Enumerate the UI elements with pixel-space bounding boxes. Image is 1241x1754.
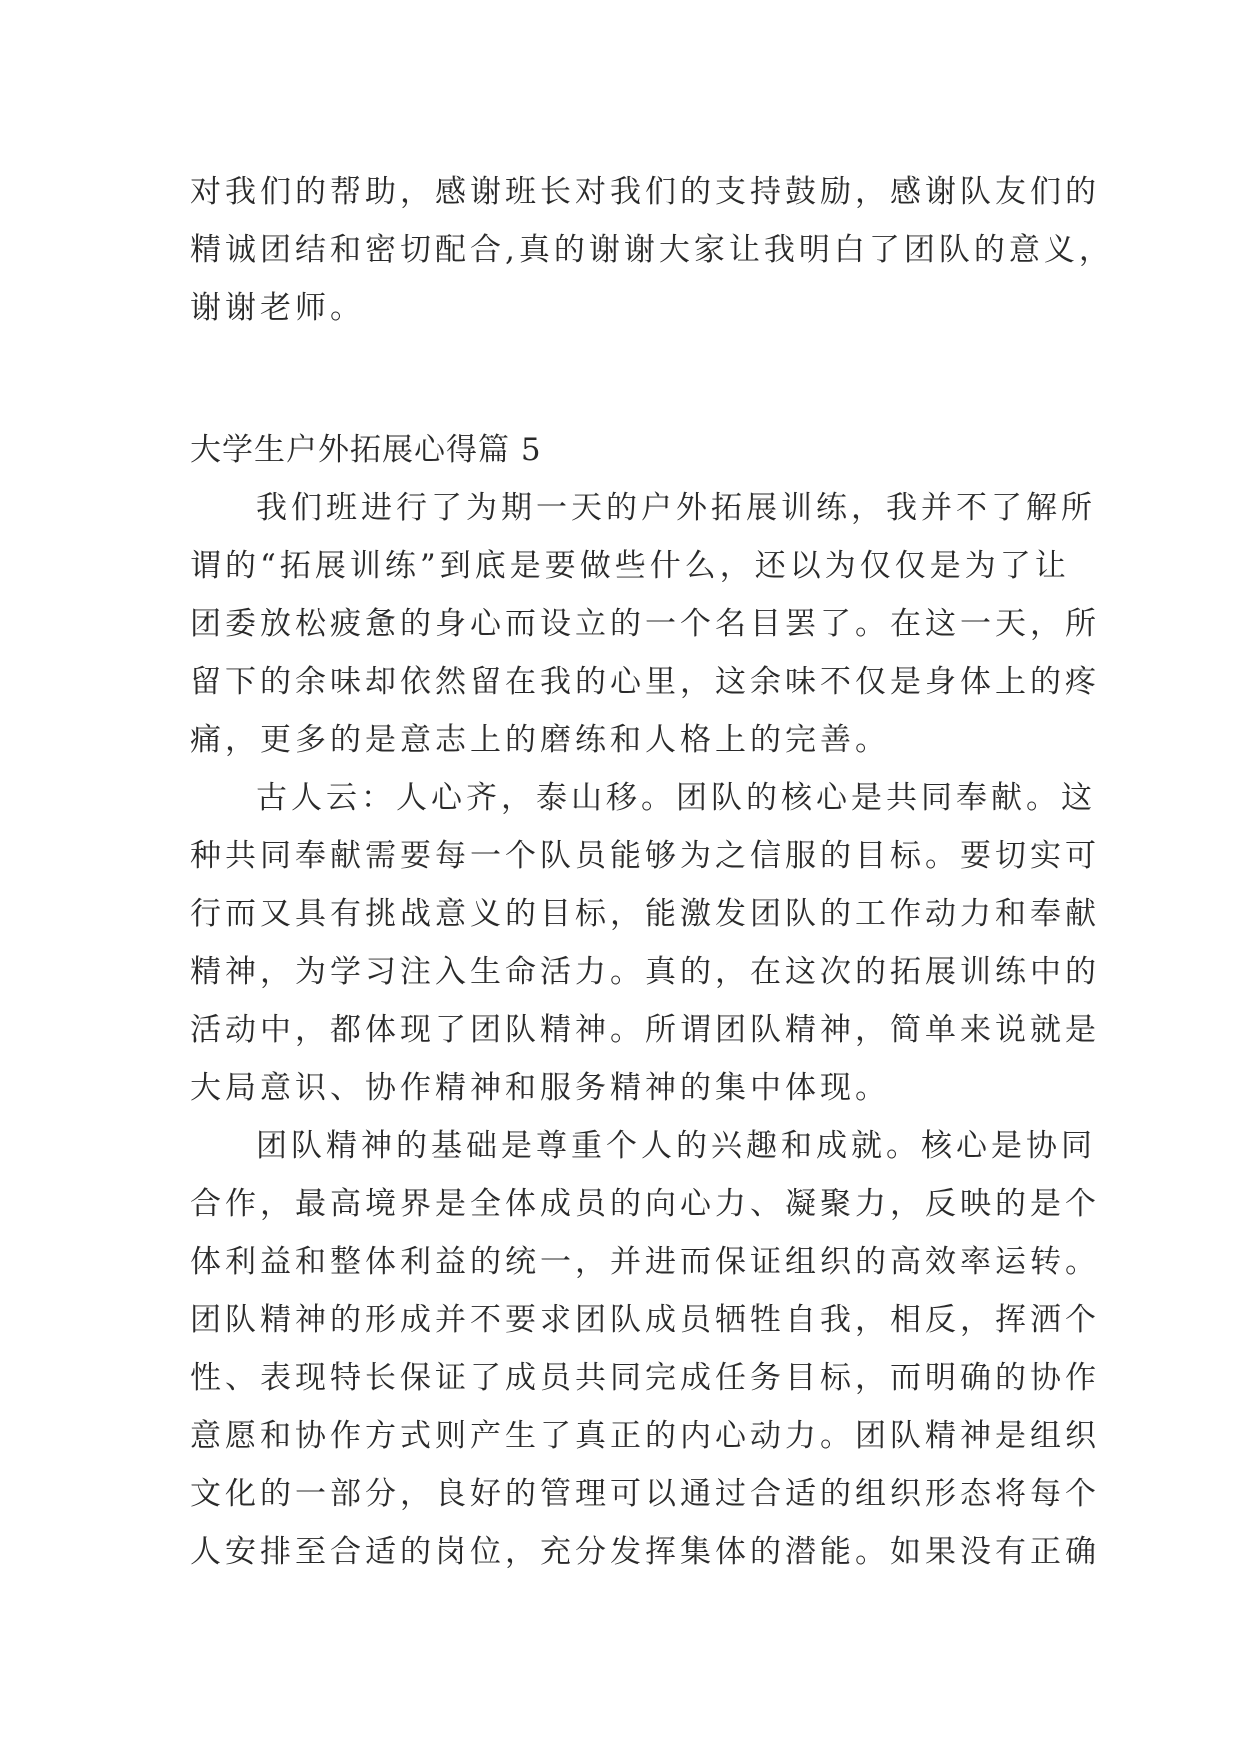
- closing-paragraph: [190, 163, 1114, 337]
- text-line: 性、表现特长保证了成员共同完成任务目标，而明确的协作: [190, 1360, 1100, 1396]
- text-line: 体利益和整体利益的统一，并进而保证组织的高效率运转。: [190, 1244, 1100, 1280]
- paragraph-2: [190, 769, 1100, 1117]
- document-body: [190, 163, 1114, 1581]
- text-line: 我们班进行了为期一天的户外拓展训练，我并不了解所: [256, 490, 1096, 526]
- text-line: 活动中，都体现了团队精神。所谓团队精神，简单来说就是: [190, 1012, 1100, 1048]
- text-line: 谢谢老师。: [190, 290, 365, 326]
- text-line: 大局意识、协作精神和服务精神的集中体现。: [190, 1070, 890, 1106]
- text-line: 谓的“拓展训练”到底是要做些什么，还以为仅仅是为了让: [190, 548, 1070, 584]
- text-line: 合作，最高境界是全体成员的向心力、凝聚力，反映的是个: [190, 1186, 1100, 1222]
- text-line: 人安排至合适的岗位，充分发挥集体的潜能。如果没有正确: [190, 1534, 1100, 1570]
- text-line: 意愿和协作方式则产生了真正的内心动力。团队精神是组织: [190, 1418, 1100, 1454]
- text-line: 对我们的帮助，感谢班长对我们的支持鼓励，感谢队友们的: [190, 174, 1100, 210]
- text-line: 行而又具有挑战意义的目标，能激发团队的工作动力和奉献: [190, 896, 1100, 932]
- text-line: 精诚团结和密切配合,真的谢谢大家让我明白了团队的意义，: [190, 232, 1114, 268]
- text-line: 精神，为学习注入生命活力。真的，在这次的拓展训练中的: [190, 954, 1100, 990]
- text-line: 团队精神的形成并不要求团队成员牺牲自我，相反，挥洒个: [190, 1302, 1100, 1338]
- text-line: 团委放松疲惫的身心而设立的一个名目罢了。在这一天，所: [190, 606, 1100, 642]
- text-line: 痛，更多的是意志上的磨练和人格上的完善。: [190, 722, 890, 758]
- paragraph-3: [190, 1117, 1100, 1581]
- paragraph-1: [190, 479, 1100, 769]
- text-line: 种共同奉献需要每一个队员能够为之信服的目标。要切实可: [190, 838, 1100, 874]
- text-line: 文化的一部分，良好的管理可以通过合适的组织形态将每个: [190, 1476, 1100, 1512]
- text-line: 留下的余味却依然留在我的心里，这余味不仅是身体上的疼: [190, 664, 1100, 700]
- section-title: 大学生户外拓展心得篇 5: [190, 432, 542, 468]
- text-line: 团队精神的基础是尊重个人的兴趣和成就。核心是协同: [256, 1128, 1096, 1164]
- text-line: 古人云：人心齐，泰山移。团队的核心是共同奉献。这: [256, 780, 1096, 816]
